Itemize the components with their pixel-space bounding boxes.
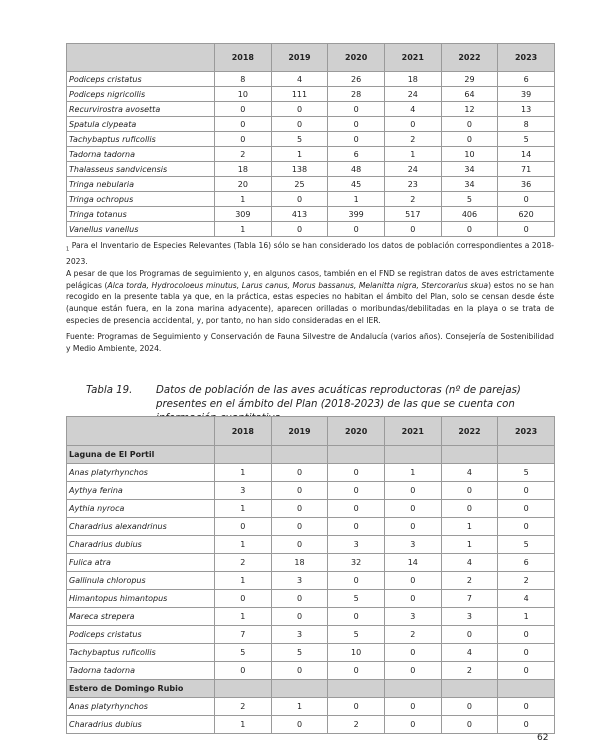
population-value: 5 <box>271 132 328 147</box>
population-value: 14 <box>498 147 555 162</box>
population-value: 0 <box>328 482 385 500</box>
population-value: 517 <box>384 207 441 222</box>
population-value: 1 <box>215 716 272 734</box>
body-paragraph <box>66 268 554 327</box>
population-value: 0 <box>271 464 328 482</box>
population-value: 64 <box>441 87 498 102</box>
population-value: 10 <box>215 87 272 102</box>
table-row <box>67 87 555 102</box>
population-value: 48 <box>328 162 385 177</box>
population-value: 3 <box>384 608 441 626</box>
population-value: 0 <box>328 698 385 716</box>
table-row <box>67 536 555 554</box>
population-value: 0 <box>271 222 328 237</box>
species-name: Podiceps nigricollis <box>67 87 215 102</box>
table-row <box>67 698 555 716</box>
species-name: Tachybaptus ruficollis <box>67 644 215 662</box>
population-value: 0 <box>215 102 272 117</box>
population-value: 0 <box>498 662 555 680</box>
population-value: 0 <box>215 518 272 536</box>
year-header: 2019 <box>271 44 328 72</box>
population-value: 18 <box>384 72 441 87</box>
population-value: 3 <box>271 572 328 590</box>
table-row <box>67 464 555 482</box>
population-value: 1 <box>384 147 441 162</box>
species-name: Himantopus himantopus <box>67 590 215 608</box>
year-header: 2020 <box>328 44 385 72</box>
population-value: 1 <box>384 464 441 482</box>
population-value: 5 <box>498 536 555 554</box>
population-value: 0 <box>384 117 441 132</box>
paragraph-text-part-2: ) estos no se han recogido en la presente tabla ya que, en la práctica, estas especies no habitan el ámbito del Plan, solo se censan desde éste (aunque están fuera, en la zona marina adyacente), aparecen orilladas o moribundas/debilitadas en la playa o se trata de especies de presencia accidental, y, por tanto, no han sido consideradas en el IER. <box>66 280 554 325</box>
footnote-text: Para el Inventario de Especies Relevantes (Tabla 16) sólo se han considerado los datos de población correspondientes a 2018-2023. <box>66 241 554 267</box>
population-value: 0 <box>441 626 498 644</box>
population-value: 1 <box>328 192 385 207</box>
population-value: 406 <box>441 207 498 222</box>
population-value: 0 <box>215 117 272 132</box>
population-value: 6 <box>498 72 555 87</box>
table-row <box>67 572 555 590</box>
population-value: 0 <box>498 500 555 518</box>
population-value: 1 <box>441 536 498 554</box>
population-value: 0 <box>328 608 385 626</box>
population-value: 0 <box>441 117 498 132</box>
population-value: 5 <box>328 590 385 608</box>
caption-text-body: Datos de población de las aves acuáticas reproductoras (nº de parejas) presentes en el ámbito del Plan (2018-2023) de las que se cuenta con <box>156 385 521 410</box>
empty-cell <box>271 680 328 698</box>
footnote-marker: 1 <box>66 246 70 253</box>
species-name: Spatula clypeata <box>67 117 215 132</box>
population-value: 0 <box>215 132 272 147</box>
population-value: 0 <box>384 482 441 500</box>
population-value: 0 <box>384 500 441 518</box>
species-name: Charadrius dubius <box>67 716 215 734</box>
population-value: 71 <box>498 162 555 177</box>
table-body <box>67 446 555 734</box>
population-value: 0 <box>215 662 272 680</box>
year-header: 2021 <box>384 44 441 72</box>
paragraph-text-part-1: A pesar de que los Programas de seguimiento y, en algunos casos, también en el FND se registran datos de aves estrictamente pelágicas ( <box>66 269 554 290</box>
population-value: 2 <box>441 572 498 590</box>
population-value: 1 <box>215 572 272 590</box>
population-value: 28 <box>328 87 385 102</box>
species-name: Mareca strepera <box>67 608 215 626</box>
population-value: 0 <box>384 698 441 716</box>
empty-cell <box>384 446 441 464</box>
population-value: 2 <box>498 572 555 590</box>
population-value: 0 <box>271 590 328 608</box>
table-row <box>67 518 555 536</box>
year-header: 2022 <box>441 44 498 72</box>
table-row <box>67 222 555 237</box>
population-value: 5 <box>498 132 555 147</box>
population-value: 1 <box>215 536 272 554</box>
population-value: 24 <box>384 162 441 177</box>
population-value: 0 <box>271 536 328 554</box>
population-value: 2 <box>384 626 441 644</box>
population-value: 26 <box>328 72 385 87</box>
table-header-row <box>67 44 555 72</box>
population-value: 0 <box>271 192 328 207</box>
population-value: 399 <box>328 207 385 222</box>
population-value: 3 <box>215 482 272 500</box>
population-value: 1 <box>215 500 272 518</box>
population-value: 0 <box>441 482 498 500</box>
population-value: 0 <box>441 500 498 518</box>
population-value: 2 <box>215 147 272 162</box>
table-row <box>67 132 555 147</box>
caption-label: Tabla 19. <box>86 385 133 396</box>
population-value: 1 <box>271 147 328 162</box>
population-value: 4 <box>271 72 328 87</box>
population-value: 0 <box>328 102 385 117</box>
population-value: 4 <box>498 590 555 608</box>
empty-cell <box>328 680 385 698</box>
population-value: 0 <box>271 117 328 132</box>
species-header <box>67 44 215 72</box>
population-value: 5 <box>271 644 328 662</box>
table-row <box>67 192 555 207</box>
species-name: Charadrius dubius <box>67 536 215 554</box>
population-value: 34 <box>441 162 498 177</box>
population-value: 36 <box>498 177 555 192</box>
population-value: 0 <box>498 716 555 734</box>
table-header-row <box>67 417 555 446</box>
year-header: 2019 <box>271 417 328 446</box>
year-header: 2021 <box>384 417 441 446</box>
population-value: 138 <box>271 162 328 177</box>
population-value: 0 <box>328 464 385 482</box>
section-title: Laguna de El Portil <box>67 446 215 464</box>
population-value: 5 <box>215 644 272 662</box>
population-value: 5 <box>441 192 498 207</box>
population-value: 45 <box>328 177 385 192</box>
population-value: 0 <box>384 572 441 590</box>
population-value: 8 <box>215 72 272 87</box>
year-header: 2023 <box>498 44 555 72</box>
population-value: 0 <box>271 662 328 680</box>
population-value: 14 <box>384 554 441 572</box>
population-value: 18 <box>271 554 328 572</box>
population-value: 20 <box>215 177 272 192</box>
species-name: Tringa totanus <box>67 207 215 222</box>
table-row <box>67 500 555 518</box>
population-value: 0 <box>328 662 385 680</box>
population-value: 1 <box>215 464 272 482</box>
population-value: 7 <box>441 590 498 608</box>
population-value: 413 <box>271 207 328 222</box>
population-value: 3 <box>384 536 441 554</box>
population-value: 0 <box>498 644 555 662</box>
table-row <box>67 177 555 192</box>
population-value: 1 <box>215 192 272 207</box>
table-body <box>67 72 555 237</box>
species-name: Recurvirostra avosetta <box>67 102 215 117</box>
population-value: 309 <box>215 207 272 222</box>
table-row <box>67 102 555 117</box>
population-value: 4 <box>384 102 441 117</box>
population-value: 1 <box>215 222 272 237</box>
species-name: Podiceps cristatus <box>67 72 215 87</box>
table-row <box>67 644 555 662</box>
population-value: 0 <box>271 102 328 117</box>
population-value: 29 <box>441 72 498 87</box>
population-value: 24 <box>384 87 441 102</box>
population-value: 2 <box>215 554 272 572</box>
empty-cell <box>384 680 441 698</box>
population-value: 0 <box>384 518 441 536</box>
population-value: 0 <box>328 132 385 147</box>
year-header: 2018 <box>215 44 272 72</box>
population-value: 13 <box>498 102 555 117</box>
species-name: Tringa ochropus <box>67 192 215 207</box>
species-name: Vanellus vanellus <box>67 222 215 237</box>
population-value: 0 <box>328 572 385 590</box>
population-value: 12 <box>441 102 498 117</box>
population-value: 0 <box>328 518 385 536</box>
population-value: 0 <box>498 482 555 500</box>
population-value: 0 <box>384 590 441 608</box>
population-value: 2 <box>441 662 498 680</box>
population-value: 5 <box>328 626 385 644</box>
population-value: 620 <box>498 207 555 222</box>
population-value: 0 <box>498 698 555 716</box>
species-name: Tadorna tadorna <box>67 662 215 680</box>
population-value: 4 <box>441 464 498 482</box>
population-value: 10 <box>328 644 385 662</box>
species-name: Fulica atra <box>67 554 215 572</box>
table-row <box>67 207 555 222</box>
species-name: Anas platyrhynchos <box>67 698 215 716</box>
population-value: 2 <box>384 132 441 147</box>
population-value: 0 <box>328 222 385 237</box>
population-value: 1 <box>271 698 328 716</box>
population-value: 111 <box>271 87 328 102</box>
species-name: Anas platyrhynchos <box>67 464 215 482</box>
population-value: 0 <box>498 192 555 207</box>
species-name: Aythya ferina <box>67 482 215 500</box>
population-value: 39 <box>498 87 555 102</box>
empty-cell <box>498 680 555 698</box>
population-value: 5 <box>498 464 555 482</box>
table-row <box>67 162 555 177</box>
footnote <box>66 240 554 268</box>
population-value: 0 <box>271 500 328 518</box>
year-header: 2022 <box>441 417 498 446</box>
population-value: 18 <box>215 162 272 177</box>
species-name: Tadorna tadorna <box>67 147 215 162</box>
population-value: 3 <box>441 608 498 626</box>
empty-cell <box>215 446 272 464</box>
population-value: 25 <box>271 177 328 192</box>
population-value: 0 <box>328 500 385 518</box>
empty-cell <box>215 680 272 698</box>
table-row <box>67 626 555 644</box>
table-row <box>67 662 555 680</box>
empty-cell <box>441 680 498 698</box>
empty-cell <box>328 446 385 464</box>
table-row <box>67 554 555 572</box>
table-row <box>67 608 555 626</box>
population-value: 34 <box>441 177 498 192</box>
population-value: 1 <box>441 518 498 536</box>
table-row <box>67 117 555 132</box>
population-value: 2 <box>215 698 272 716</box>
year-header: 2018 <box>215 417 272 446</box>
species-name: Aythia nyroca <box>67 500 215 518</box>
table-row <box>67 482 555 500</box>
year-header: 2023 <box>498 417 555 446</box>
population-value: 0 <box>271 716 328 734</box>
population-value: 0 <box>215 590 272 608</box>
species-name: Tringa nebularia <box>67 177 215 192</box>
population-value: 0 <box>384 662 441 680</box>
population-value: 6 <box>328 147 385 162</box>
population-value: 0 <box>441 716 498 734</box>
population-value: 2 <box>328 716 385 734</box>
table-row <box>67 72 555 87</box>
empty-cell <box>498 446 555 464</box>
species-header <box>67 417 215 446</box>
species-name: Gallinula chloropus <box>67 572 215 590</box>
section-header-row <box>67 680 555 698</box>
population-value: 32 <box>328 554 385 572</box>
population-value: 0 <box>441 222 498 237</box>
population-value: 6 <box>498 554 555 572</box>
population-value: 1 <box>215 608 272 626</box>
source-note: Fuente: Programas de Seguimiento y Conservación de Fauna Silvestre de Andalucía (varios años). Consejería de Sostenibilidad y Medio Ambiente, 2024. <box>66 332 554 353</box>
population-value: 4 <box>441 644 498 662</box>
table-row <box>67 590 555 608</box>
population-value: 0 <box>384 222 441 237</box>
species-name: Podiceps cristatus <box>67 626 215 644</box>
population-value: 0 <box>384 716 441 734</box>
species-name: Tachybaptus ruficollis <box>67 132 215 147</box>
empty-cell <box>441 446 498 464</box>
section-title: Estero de Domingo Rubio <box>67 680 215 698</box>
population-value: 23 <box>384 177 441 192</box>
year-header: 2020 <box>328 417 385 446</box>
table-row <box>67 716 555 734</box>
population-value: 0 <box>271 518 328 536</box>
species-name: Thalasseus sandvicensis <box>67 162 215 177</box>
population-value: 2 <box>384 192 441 207</box>
population-value: 0 <box>271 608 328 626</box>
pelagic-species-list: Alca torda, Hydrocoloeus minutus, Larus canus, Morus bassanus, Melanitta nigra, Stercorarius skua <box>107 280 489 290</box>
population-value: 0 <box>271 482 328 500</box>
population-value: 0 <box>384 644 441 662</box>
population-value: 3 <box>271 626 328 644</box>
population-value: 0 <box>498 222 555 237</box>
population-value: 0 <box>328 117 385 132</box>
population-value: 0 <box>498 518 555 536</box>
table-row <box>67 147 555 162</box>
population-value: 8 <box>498 117 555 132</box>
population-value: 4 <box>441 554 498 572</box>
population-value: 7 <box>215 626 272 644</box>
bird-population-table-1 <box>66 43 555 237</box>
population-value: 0 <box>498 626 555 644</box>
empty-cell <box>271 446 328 464</box>
population-value: 0 <box>441 698 498 716</box>
population-value: 10 <box>441 147 498 162</box>
population-value: 0 <box>441 132 498 147</box>
population-value: 3 <box>328 536 385 554</box>
species-name: Charadrius alexandrinus <box>67 518 215 536</box>
bird-population-table-19 <box>66 416 555 734</box>
section-header-row <box>67 446 555 464</box>
population-value: 1 <box>498 608 555 626</box>
page-number: 62 <box>537 733 549 743</box>
